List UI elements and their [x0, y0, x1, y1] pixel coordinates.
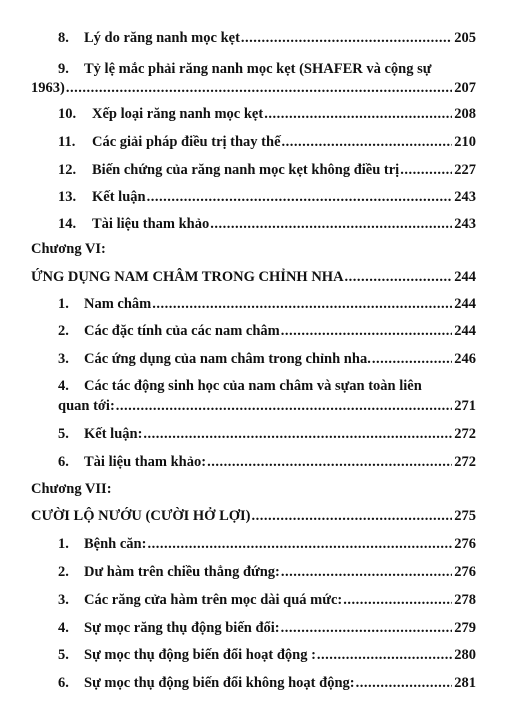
entry-page: 276: [454, 564, 476, 580]
toc-entry: [58, 536, 476, 553]
dot-leader: [210, 216, 452, 233]
chapter-title: ỨNG DỤNG NAM CHÂM TRONG CHỈNH NHA: [31, 269, 344, 285]
dot-leader: [264, 106, 452, 123]
entry-page: 279: [454, 620, 476, 636]
dot-leader: [147, 189, 453, 206]
dot-leader: [400, 162, 452, 179]
entry-title: Bệnh căn:: [84, 536, 147, 552]
entry-title: Các răng cửa hàm trên mọc dài quá mức:: [84, 592, 343, 608]
toc-entry: [58, 189, 476, 206]
dot-leader: [281, 323, 453, 340]
entry-title: Kết luận:: [84, 426, 143, 442]
entry-number: 14.: [58, 216, 77, 232]
chapter-title: CƯỜI LỘ NƯỚU (CƯỜI HỞ LỢI): [31, 508, 251, 524]
toc-entry: [58, 61, 476, 78]
toc-entry: [58, 647, 476, 664]
entry-number: 4.: [58, 378, 69, 394]
dot-leader: [345, 269, 453, 286]
entry-title-line1: Các tác động sinh học của nam châm và sựan toàn liên: [84, 378, 422, 394]
entry-number: 2.: [58, 564, 69, 580]
chapter-page: 244: [454, 269, 476, 285]
toc-entry-continuation: [31, 80, 476, 97]
entry-number: 8.: [58, 30, 69, 46]
entry-page: 278: [454, 592, 476, 608]
entry-title: Các đặc tính của các nam châm: [84, 323, 280, 339]
entry-page: 246: [454, 351, 476, 367]
entry-page: 208: [454, 106, 476, 122]
toc-entry: [58, 162, 476, 179]
toc-entry: [58, 351, 476, 368]
entry-page: 244: [454, 323, 476, 339]
toc-entry-continuation: [58, 398, 476, 415]
dot-leader: [147, 536, 452, 553]
entry-page: 244: [454, 296, 476, 312]
entry-number: 5.: [58, 647, 69, 663]
dot-leader: [207, 454, 452, 471]
dot-leader: [143, 426, 452, 443]
entry-title: Kết luận: [92, 189, 146, 205]
chapter-label: Chương VII:: [31, 481, 112, 497]
entry-number: 13.: [58, 189, 77, 205]
entry-page: 243: [454, 216, 476, 232]
entry-number: 1.: [58, 536, 69, 552]
entry-title: Sự mọc răng thụ động biến đổi:: [84, 620, 280, 636]
entry-page: 272: [454, 426, 476, 442]
entry-page: 227: [454, 162, 476, 178]
chapter-heading: [31, 508, 476, 525]
entry-page: 207: [454, 80, 476, 96]
toc-entry: [58, 296, 476, 313]
entry-title: Biến chứng của răng nanh mọc kẹt không điều trị: [92, 162, 400, 178]
entry-title-line2: 1963): [31, 80, 65, 96]
toc-entry: [58, 426, 476, 443]
toc-entry: [58, 564, 476, 581]
dot-leader: [241, 30, 452, 47]
entry-number: 2.: [58, 323, 69, 339]
toc-entry: [58, 106, 476, 123]
entry-number: 3.: [58, 351, 69, 367]
entry-number: 9.: [58, 61, 69, 77]
entry-number: 6.: [58, 454, 69, 470]
chapter-heading: [31, 269, 476, 286]
entry-page: 276: [454, 536, 476, 552]
entry-number: 3.: [58, 592, 69, 608]
toc-entry: [58, 216, 476, 233]
dot-leader: [317, 647, 452, 664]
toc-entry: [58, 30, 476, 47]
toc-entry: [58, 592, 476, 609]
entry-number: 12.: [58, 162, 77, 178]
entry-page: 272: [454, 454, 476, 470]
entry-title: Lý do răng nanh mọc kẹt: [84, 30, 240, 46]
entry-page: 281: [454, 675, 476, 691]
entry-title: Các giải pháp điều trị thay thế: [92, 134, 281, 150]
entry-number: 10.: [58, 106, 77, 122]
toc-entry: [58, 454, 476, 471]
entry-title: Các ứng dụng của nam châm trong chỉnh nha.: [84, 351, 371, 367]
entry-title: Xếp loại răng nanh mọc kẹt: [92, 106, 264, 122]
dot-leader: [282, 134, 453, 151]
entry-title: Nam châm: [84, 296, 152, 312]
entry-title: Sự mọc thụ động biến đổi hoạt động :: [84, 647, 316, 663]
entry-title: Tài liệu tham khảo:: [84, 454, 207, 470]
entry-page: 271: [454, 398, 476, 414]
entry-page: 205: [454, 30, 476, 46]
dot-leader: [281, 620, 453, 637]
entry-title: Dư hàm trên chiều thẳng đứng:: [84, 564, 280, 580]
dot-leader: [343, 592, 452, 609]
chapter-page: 275: [454, 508, 476, 524]
entry-page: 280: [454, 647, 476, 663]
entry-number: 11.: [58, 134, 76, 150]
dot-leader: [252, 508, 453, 525]
entry-title: Tài liệu tham khảo: [92, 216, 210, 232]
toc-entry: [58, 620, 476, 637]
entry-title-line2: quan tới:: [58, 398, 115, 414]
dot-leader: [356, 675, 453, 692]
entry-page: 243: [454, 189, 476, 205]
entry-number: 6.: [58, 675, 69, 691]
dot-leader: [152, 296, 452, 313]
toc-entry: [58, 323, 476, 340]
dot-leader: [372, 351, 452, 368]
dot-leader: [66, 80, 452, 97]
entry-number: 4.: [58, 620, 69, 636]
toc-entry: [58, 378, 476, 395]
chapter-label: Chương VI:: [31, 241, 106, 257]
entry-title-line1: Tỷ lệ mắc phải răng nanh mọc kẹt (SHAFER và cộng sự: [84, 61, 432, 77]
entry-title: Sự mọc thụ động biến đổi không hoạt động:: [84, 675, 355, 691]
dot-leader: [116, 398, 452, 415]
entry-page: 210: [454, 134, 476, 150]
toc-entry: [58, 134, 476, 151]
entry-number: 5.: [58, 426, 69, 442]
entry-number: 1.: [58, 296, 69, 312]
dot-leader: [281, 564, 452, 581]
toc-entry: [58, 675, 476, 692]
